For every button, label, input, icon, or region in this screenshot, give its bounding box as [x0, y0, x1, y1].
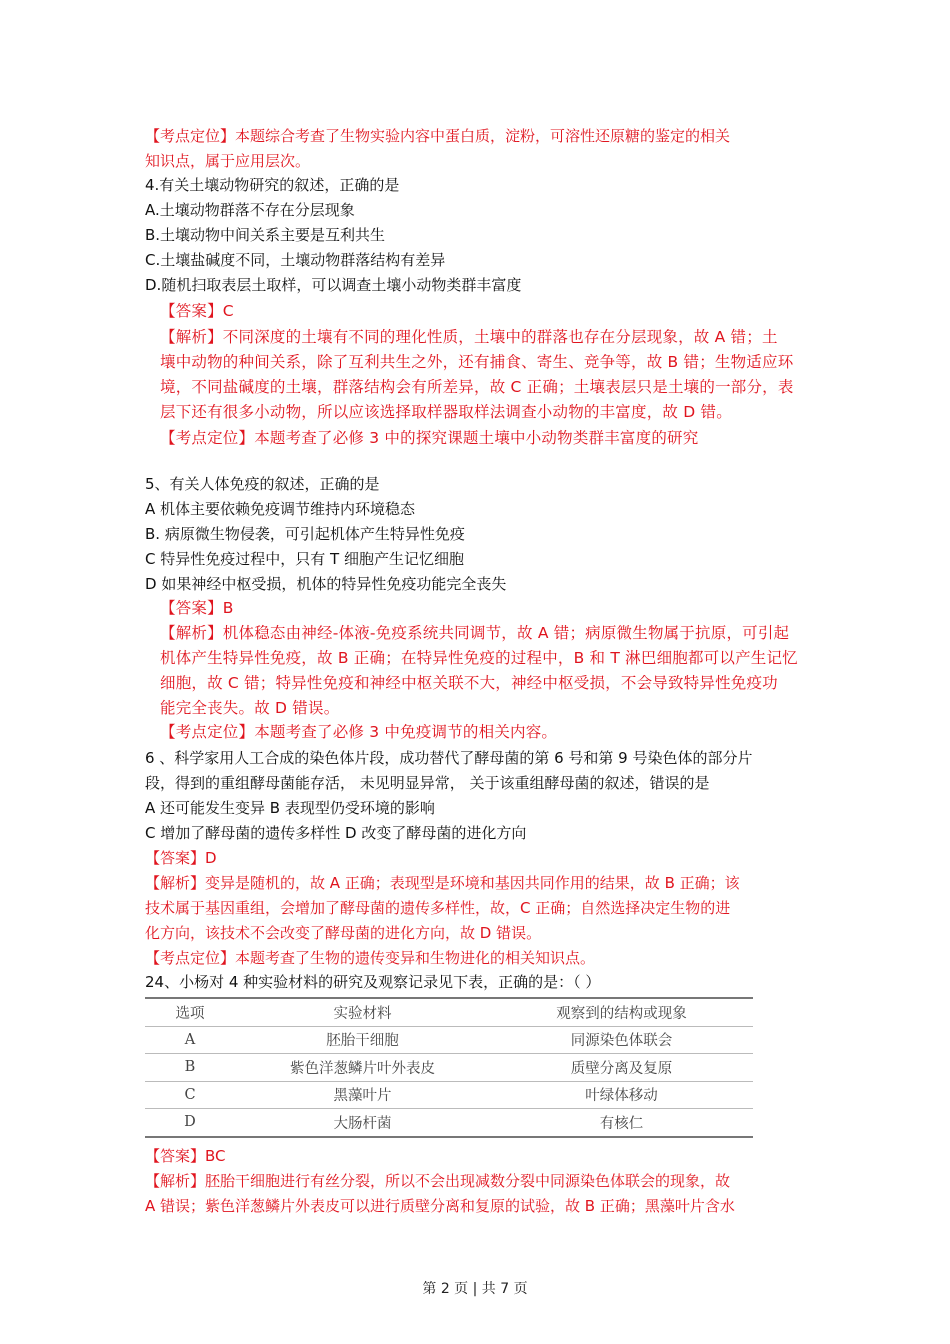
question-5: 5、有关人体免疫的叙述，正确的是: [145, 475, 380, 493]
q4-analysis-3: 境，不同盐碱度的土壤，群落结构会有所差异，故 C 正确；土壤表层只是土壤的一部分，表: [160, 378, 794, 396]
kaodian-1: 【考点定位】本题综合考查了生物实验内容中蛋白质，淀粉，可溶性还原糖的鉴定的相关: [145, 127, 731, 145]
table-header-row: [145, 998, 753, 1026]
question-4: 4.有关土壤动物研究的叙述，正确的是: [145, 176, 400, 194]
q4-analysis-4: 层下还有很多小动物，所以应该选择取样器取样法调查小动物的丰富度，故 D 错。: [160, 403, 732, 421]
table-cell: B: [145, 1054, 235, 1082]
q4-option-d: D.随机扫取表层土取样，可以调查土壤小动物类群丰富度: [145, 276, 522, 294]
table-row: [145, 1026, 753, 1054]
kaodian-1-cont: 知识点，属于应用层次。: [145, 152, 311, 170]
q5-kaodian: 【考点定位】本题考查了必修 3 中免疫调节的相关内容。: [160, 723, 558, 741]
page-footer: 第 2 页 | 共 7 页: [422, 1281, 528, 1297]
q5-option-a: A 机体主要依赖免疫调节维持内环境稳态: [145, 500, 416, 518]
table-header-cell: 实验材料: [235, 998, 490, 1026]
q4-kaodian: 【考点定位】本题考查了必修 3 中的探究课题土壤中小动物类群丰富度的研究: [160, 429, 699, 447]
q4-option-a: A.土壤动物群落不存在分层现象: [145, 201, 355, 219]
q4-analysis-1: 【解析】不同深度的土壤有不同的理化性质，土壤中的群落也存在分层现象，故 A 错；土: [160, 328, 778, 346]
q4-analysis-2: 壤中动物的种间关系，除了互利共生之外，还有捕食、寄生、竞争等，故 B 错；生物适应环: [160, 353, 794, 371]
q6-answer: 【答案】D: [145, 849, 217, 867]
q24-analysis-2: A 错误；紫色洋葱鳞片外表皮可以进行质壁分离和复原的试验，故 B 正确；黑藻叶片含水: [145, 1197, 735, 1215]
q5-answer: 【答案】B: [160, 599, 234, 617]
q24-answer: 【答案】BC: [145, 1147, 226, 1165]
table-cell: C: [145, 1081, 235, 1109]
table-row: [145, 1081, 753, 1109]
q5-analysis-4: 能完全丧失。故 D 错误。: [160, 699, 340, 717]
observation-table: [145, 997, 753, 1138]
q5-analysis-3: 细胞，故 C 错；特异性免疫和神经中枢关联不大，神经中枢受损，不会导致特异性免疫功: [160, 674, 778, 692]
q4-option-b: B.土壤动物中间关系主要是互利共生: [145, 226, 386, 244]
q5-analysis-1: 【解析】机体稳态由神经-体液-免疫系统共同调节，故 A 错；病原微生物属于抗原，可引起: [160, 624, 790, 642]
table-cell: 紫色洋葱鳞片叶外表皮: [235, 1054, 490, 1082]
q4-option-c: C.土壤盐碱度不同，土壤动物群落结构有差异: [145, 251, 446, 269]
table-cell: D: [145, 1109, 235, 1137]
q5-option-b: B. 病原微生物侵袭，可引起机体产生特异性免疫: [145, 525, 465, 543]
q6-analysis-2: 技术属于基因重组，会增加了酵母菌的遗传多样性，故，C 正确；自然选择决定生物的进: [145, 899, 731, 917]
q4-answer: 【答案】C: [160, 302, 234, 320]
q24-analysis-1: 【解析】胚胎干细胞进行有丝分裂，所以不会出现减数分裂中同源染色体联会的现象，故: [145, 1172, 731, 1190]
q6-analysis-1: 【解析】变异是随机的，故 A 正确；表现型是环境和基因共同作用的结果，故 B 正确；该: [145, 874, 740, 892]
question-24: 24、小杨对 4 种实验材料的研究及观察记录见下表，正确的是：（ ）: [145, 973, 601, 991]
q6-options-cd: C 增加了酵母菌的遗传多样性 D 改变了酵母菌的进化方向: [145, 824, 527, 842]
question-6: 6 、科学家用人工合成的染色体片段，成功替代了酵母菌的第 6 号和第 9 号染色体的部分片: [145, 749, 753, 767]
table-cell: 大肠杆菌: [235, 1109, 490, 1137]
table-header-cell: 观察到的结构或现象: [490, 998, 753, 1026]
q6-kaodian: 【考点定位】本题考查了生物的遗传变异和生物进化的相关知识点。: [145, 949, 596, 967]
q5-option-d: D 如果神经中枢受损，机体的特异性免疫功能完全丧失: [145, 575, 507, 593]
table-header-cell: 选项: [145, 998, 235, 1026]
table-row: [145, 1054, 753, 1082]
q6-analysis-3: 化方向，该技术不会改变了酵母菌的进化方向，故 D 错误。: [145, 924, 542, 942]
q5-option-c: C 特异性免疫过程中，只有 T 细胞产生记忆细胞: [145, 550, 464, 568]
q5-analysis-2: 机体产生特异性免疫，故 B 正确；在特异性免疫的过程中，B 和 T 淋巴细胞都可以产生记忆: [160, 649, 798, 667]
question-6-cont: 段，得到的重组酵母菌能存活， 未见明显异常， 关于该重组酵母菌的叙述，错误的是: [145, 774, 710, 792]
table-cell: 质壁分离及复原: [490, 1054, 753, 1082]
table-cell: 胚胎干细胞: [235, 1026, 490, 1054]
table-cell: 黑藻叶片: [235, 1081, 490, 1109]
table-cell: 有核仁: [490, 1109, 753, 1137]
table-row: [145, 1109, 753, 1137]
table-cell: A: [145, 1026, 235, 1054]
table-cell: 同源染色体联会: [490, 1026, 753, 1054]
q6-options-ab: A 还可能发生变异 B 表现型仍受环境的影响: [145, 799, 435, 817]
table-cell: 叶绿体移动: [490, 1081, 753, 1109]
